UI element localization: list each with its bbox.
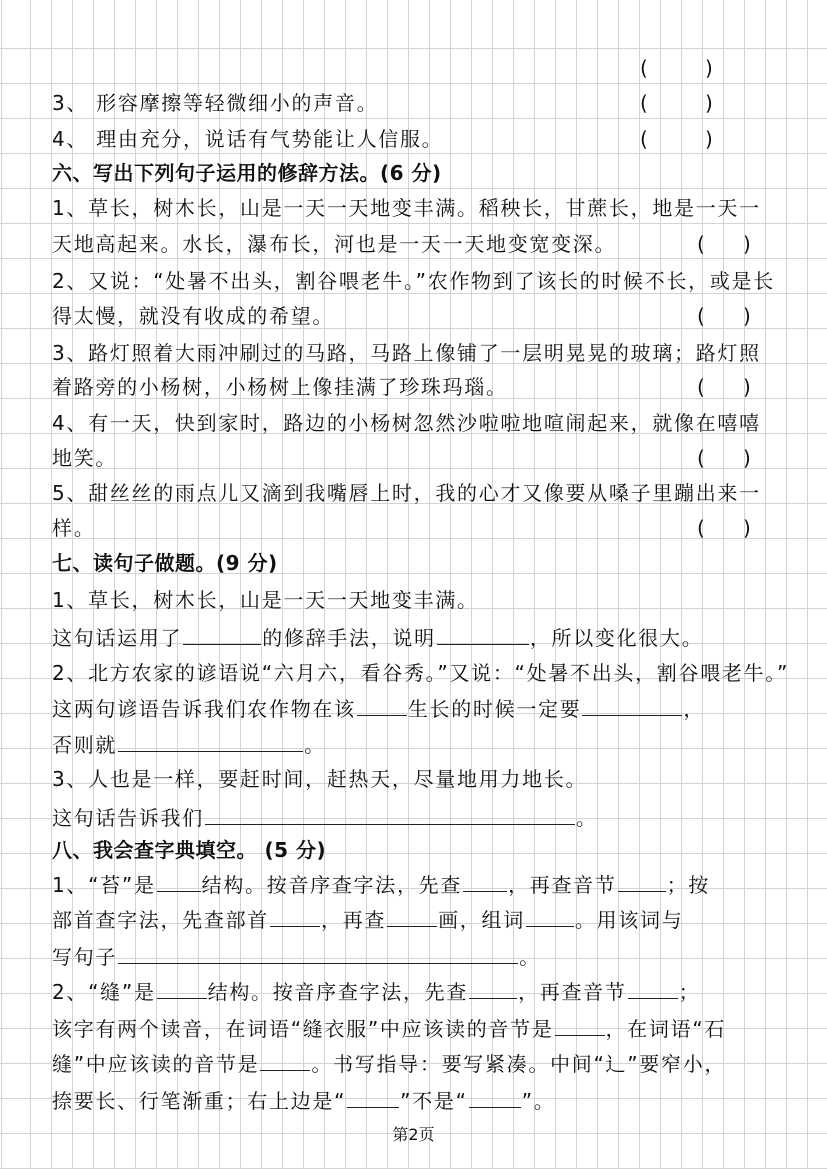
blank[interactable] xyxy=(437,622,529,645)
text: ，再查音节 xyxy=(518,980,627,1004)
blank[interactable] xyxy=(118,729,303,752)
text: 结构。按音序查字法，先查 xyxy=(207,980,469,1004)
text: 画，组词 xyxy=(438,908,525,932)
fill-line xyxy=(52,1085,555,1115)
text: 结构。按音序查字法，先查 xyxy=(201,873,463,897)
page-number: 第2页 xyxy=(392,1125,435,1144)
sentence-line: 样。 xyxy=(52,516,96,540)
blank[interactable] xyxy=(157,869,201,892)
blank[interactable] xyxy=(157,976,207,999)
blank[interactable] xyxy=(463,869,507,892)
answer-bracket[interactable]: ( ) xyxy=(640,127,713,151)
text: 的修辞手法，说明 xyxy=(262,626,436,650)
fill-line xyxy=(52,1048,726,1078)
text: 该字有两个读音，在词语“缝衣服”中应该读的音节是 xyxy=(52,1017,554,1041)
blank[interactable] xyxy=(618,869,666,892)
blank[interactable] xyxy=(469,1085,521,1108)
blank[interactable] xyxy=(628,976,678,999)
sentence-line: 着路旁的小杨树，小杨树上像挂满了珍珠玛瑙。 xyxy=(52,375,508,399)
text: 2、“缝”是 xyxy=(52,980,156,1004)
section-heading-8: 八、我会查字典填空。 (5 分) xyxy=(52,838,327,862)
blank[interactable] xyxy=(347,1085,399,1108)
text: ”。 xyxy=(521,1089,556,1113)
answer-bracket[interactable]: ( ) xyxy=(697,304,751,328)
blank[interactable] xyxy=(357,693,407,716)
sentence-line: 5、甜丝丝的雨点儿又滴到我嘴唇上时，我的心才又像要从嗓子里蹦出来一 xyxy=(52,481,761,505)
text: 。 xyxy=(575,806,598,830)
answer-bracket[interactable]: ( ) xyxy=(640,56,713,80)
fill-line xyxy=(52,869,710,899)
text: 这句话告诉我们 xyxy=(52,806,204,830)
text: 生长的时候一定要 xyxy=(407,697,582,721)
sentence-line: 1、草长，树木长，山是一天一天地变丰满。稻秧长，甘蔗长，地是一天一 xyxy=(52,196,761,220)
text: 这句话运用了 xyxy=(52,626,183,650)
sentence-line: 天地高起来。水长，瀑布长，河也是一天一天地变宽变深。 xyxy=(52,232,617,256)
blank[interactable] xyxy=(387,904,437,927)
sentence-line: 2、又说：“处暑不出头，割谷喂老牛。”农作物到了该长的时候不长，或是长 xyxy=(52,269,775,293)
blank[interactable] xyxy=(205,802,575,825)
text: 否则就 xyxy=(52,733,118,757)
text: ”不是“ xyxy=(400,1089,468,1113)
text: 。 xyxy=(519,945,541,969)
answer-bracket[interactable]: ( ) xyxy=(640,91,713,115)
question-text: 3、人也是一样，要赶时间，赶热天，尽量地用力地长。 xyxy=(52,767,588,791)
text: ， xyxy=(683,697,706,721)
question-text: 2、北方农家的谚语说“六月六，看谷秀。”又说：“处暑不出头，割谷喂老牛。” xyxy=(52,661,790,685)
text: 写句子 xyxy=(52,945,118,969)
fill-line xyxy=(52,802,598,832)
blank[interactable] xyxy=(118,941,518,964)
blank[interactable] xyxy=(270,904,320,927)
blank[interactable] xyxy=(526,904,574,927)
text: 这两句谚语告诉我们农作物在该 xyxy=(52,697,356,721)
sentence-line: 3、路灯照着大雨冲刷过的马路，马路上像铺了一层明晃晃的玻璃；路灯照 xyxy=(52,341,761,365)
blank[interactable] xyxy=(582,693,682,716)
fill-line xyxy=(52,693,705,723)
section-heading-6: 六、写出下列句子运用的修辞方法。(6 分) xyxy=(52,161,442,185)
vocab-item: 4、 理由充分，说话有气势能让人信服。 xyxy=(52,127,444,151)
text: 。书写指导：要写紧凑。中间“辶”要窄小， xyxy=(311,1052,727,1076)
text: ，再查 xyxy=(321,908,387,932)
fill-line xyxy=(52,904,683,934)
sentence-line: 得太慢，就没有收成的希望。 xyxy=(52,304,335,328)
blank[interactable] xyxy=(555,1013,605,1036)
fill-line xyxy=(52,941,541,971)
question-text: 1、草长，树木长，山是一天一天地变丰满。 xyxy=(52,588,479,612)
text: 部首查字法，先查部首 xyxy=(52,908,269,932)
text: 1、“苔”是 xyxy=(52,873,156,897)
blank[interactable] xyxy=(469,976,517,999)
text: ，所以变化很大。 xyxy=(529,626,704,650)
answer-bracket[interactable]: ( ) xyxy=(697,516,751,540)
fill-line xyxy=(52,976,700,1006)
text: 。用该词与 xyxy=(574,908,684,932)
sentence-line: 地笑。 xyxy=(52,446,118,470)
section-heading-7: 七、读句子做题。(9 分) xyxy=(52,551,278,575)
text: 捺要长、行笔渐重；右上边是“ xyxy=(52,1089,347,1113)
text: ；按 xyxy=(666,873,710,897)
blank[interactable] xyxy=(183,622,261,645)
text: 。 xyxy=(304,733,326,757)
text: 缝”中应该读的音节是 xyxy=(52,1052,260,1076)
fill-line xyxy=(52,622,703,652)
text: ； xyxy=(678,980,701,1004)
vocab-item: 3、 形容摩擦等轻微细小的声音。 xyxy=(52,91,379,115)
sentence-line: 4、有一天，快到家时，路边的小杨树忽然沙啦啦地喧闹起来，就像在嘻嘻 xyxy=(52,411,761,435)
answer-bracket[interactable]: ( ) xyxy=(697,446,751,470)
answer-bracket[interactable]: ( ) xyxy=(697,232,751,256)
text: ，在词语“石 xyxy=(605,1017,727,1041)
fill-line xyxy=(52,1013,726,1043)
answer-bracket[interactable]: ( ) xyxy=(697,375,751,399)
fill-line xyxy=(52,729,326,759)
blank[interactable] xyxy=(260,1048,310,1071)
text: ，再查音节 xyxy=(508,873,617,897)
